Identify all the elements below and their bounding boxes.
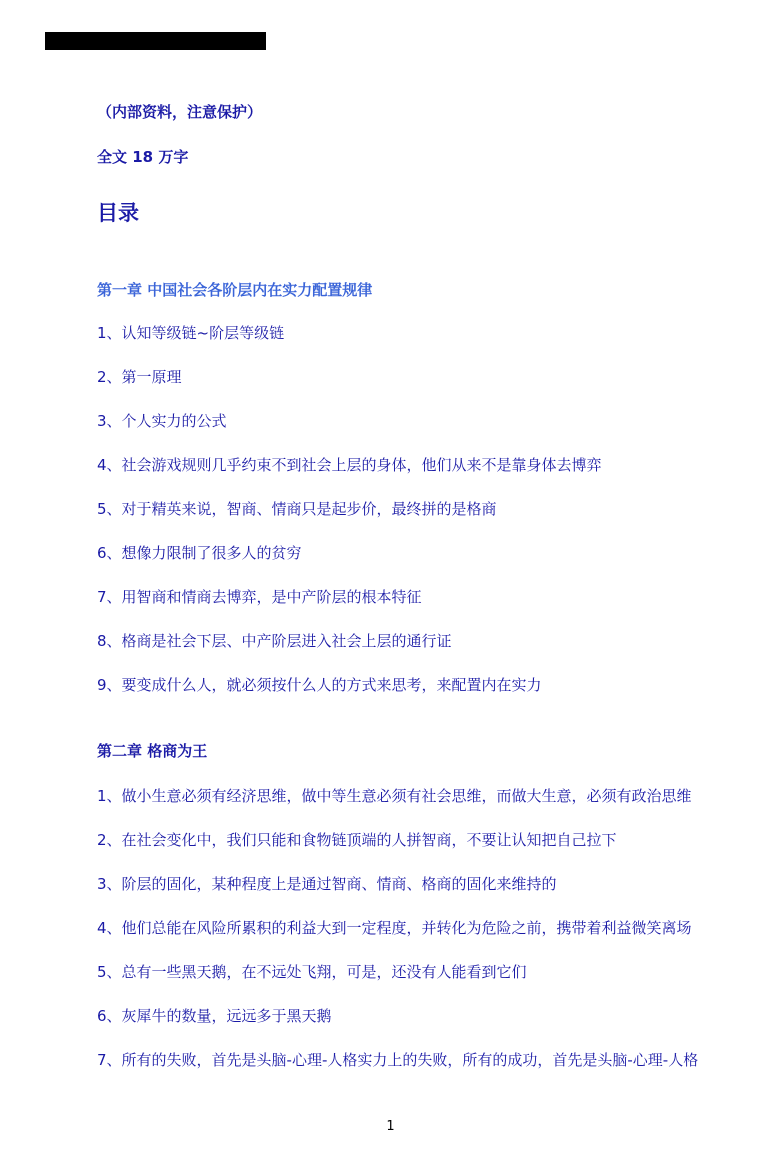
toc-item-2-3[interactable]: 3、阶层的固化，某种程度上是通过智商、情商、格商的固化来维持的 <box>97 875 557 893</box>
toc-item-1-9[interactable]: 9、要变成什么人，就必须按什么人的方式来思考，来配置内在实力 <box>97 676 542 694</box>
redaction-bar <box>45 32 266 50</box>
toc-item-1-1[interactable]: 1、认知等级链~阶层等级链 <box>97 324 285 342</box>
toc-item-1-8[interactable]: 8、格商是社会下层、中产阶层进入社会上层的通行证 <box>97 632 452 650</box>
chapter-1-title[interactable]: 第一章 中国社会各阶层内在实力配置规律 <box>97 281 373 299</box>
toc-item-1-5[interactable]: 5、对于精英来说，智商、情商只是起步价，最终拼的是格商 <box>97 500 497 518</box>
toc-item-2-6[interactable]: 6、灰犀牛的数量，远远多于黑天鹅 <box>97 1007 332 1025</box>
toc-item-1-4[interactable]: 4、社会游戏规则几乎约束不到社会上层的身体，他们从来不是靠身体去博弈 <box>97 456 602 474</box>
toc-item-1-6[interactable]: 6、想像力限制了很多人的贫穷 <box>97 544 302 562</box>
toc-item-1-3[interactable]: 3、个人实力的公式 <box>97 412 227 430</box>
toc-item-2-4[interactable]: 4、他们总能在风险所累积的利益大到一定程度，并转化为危险之前，携带着利益微笑离场 <box>97 919 692 937</box>
toc-item-1-7[interactable]: 7、用智商和情商去博弈，是中产阶层的根本特征 <box>97 588 422 606</box>
toc-item-2-5[interactable]: 5、总有一些黑天鹅，在不远处飞翔，可是，还没有人能看到它们 <box>97 963 527 981</box>
toc-title: 目录 <box>97 201 139 225</box>
toc-item-2-7[interactable]: 7、所有的失败，首先是头脑-心理-人格实力上的失败，所有的成功，首先是头脑-心理-人格 <box>97 1051 699 1069</box>
toc-item-1-2[interactable]: 2、第一原理 <box>97 368 182 386</box>
page-number: 1 <box>386 1119 395 1134</box>
toc-item-2-1[interactable]: 1、做小生意必须有经济思维，做中等生意必须有社会思维，而做大生意，必须有政治思维 <box>97 787 692 805</box>
word-count: 全文 18 万字 <box>97 148 189 166</box>
chapter-2-title[interactable]: 第二章 格商为王 <box>97 742 208 760</box>
internal-notice: （内部资料，注意保护） <box>97 103 263 121</box>
toc-item-2-2[interactable]: 2、在社会变化中，我们只能和食物链顶端的人拼智商，不要让认知把自己拉下 <box>97 831 617 849</box>
